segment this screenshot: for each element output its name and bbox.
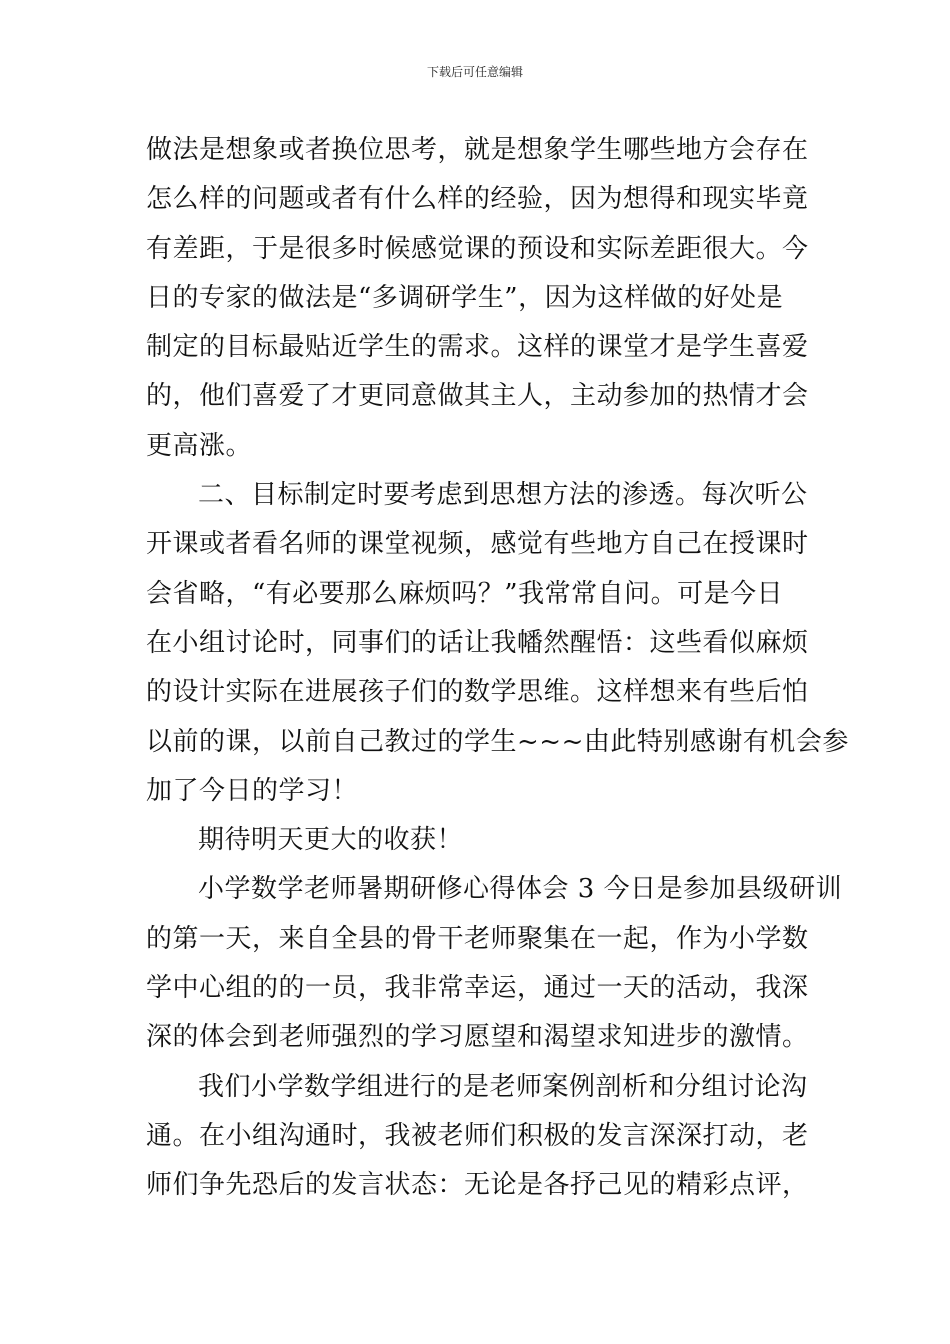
text-line: 以前的课，以前自己教过的学生~~~由此特别感谢有机会参 — [146, 726, 849, 757]
text-line: 学中心组的的一员，我非常幸运，通过一天的活动，我深 — [146, 973, 809, 1004]
text-line: 加了今日的学习！ — [146, 775, 359, 806]
text-line: 更高涨。 — [146, 430, 253, 461]
text-line: 深的体会到老师强烈的学习愿望和渴望求知进步的激情。 — [146, 1022, 809, 1053]
text-line: 日的专家的做法是“多调研学生”，因为这样做的好处是 — [146, 282, 784, 313]
text-line: 二、目标制定时要考虑到思想方法的渗透。每次听公 — [198, 480, 808, 511]
text-line: 的第一天，来自全县的骨干老师聚集在一起，作为小学数 — [146, 923, 809, 954]
text-line: 有差距，于是很多时候感觉课的预设和实际差距很大。今 — [146, 233, 809, 264]
text-line: 的，他们喜爱了才更同意做其主人，主动参加的热情才会 — [146, 381, 809, 412]
text-line: 怎么样的问题或者有什么样的经验，因为想得和现实毕竟 — [146, 184, 809, 215]
document-body — [146, 126, 849, 1211]
text-line: 我们小学数学组进行的是老师案例剖析和分组讨论沟 — [198, 1071, 808, 1102]
text-line: 制定的目标最贴近学生的需求。这样的课堂才是学生喜爱 — [146, 332, 809, 363]
page-header: 下载后可任意编辑 — [426, 65, 523, 79]
text-line: 期待明天更大的收获！ — [198, 825, 464, 856]
text-line: 在小组讨论时，同事们的话让我幡然醒悟：这些看似麻烦 — [146, 627, 809, 658]
text-line: 师们争先恐后的发言状态：无论是各抒己见的精彩点评， — [146, 1170, 809, 1201]
text-line: 的设计实际在进展孩子们的数学思维。这样想来有些后怕 — [146, 677, 809, 708]
text-line: 开课或者看名师的课堂视频，感觉有些地方自己在授课时 — [146, 529, 809, 560]
text-line: 通。在小组沟通时，我被老师们积极的发言深深打动，老 — [146, 1120, 809, 1151]
text-line: 做法是想象或者换位思考，就是想象学生哪些地方会存在 — [146, 135, 809, 165]
text-line: 小学数学老师暑期研修心得体会 3 今日是参加县级研训 — [198, 874, 843, 905]
text-line: 会省略，“有必要那么麻烦吗？”我常常自问。可是今日 — [146, 578, 784, 609]
